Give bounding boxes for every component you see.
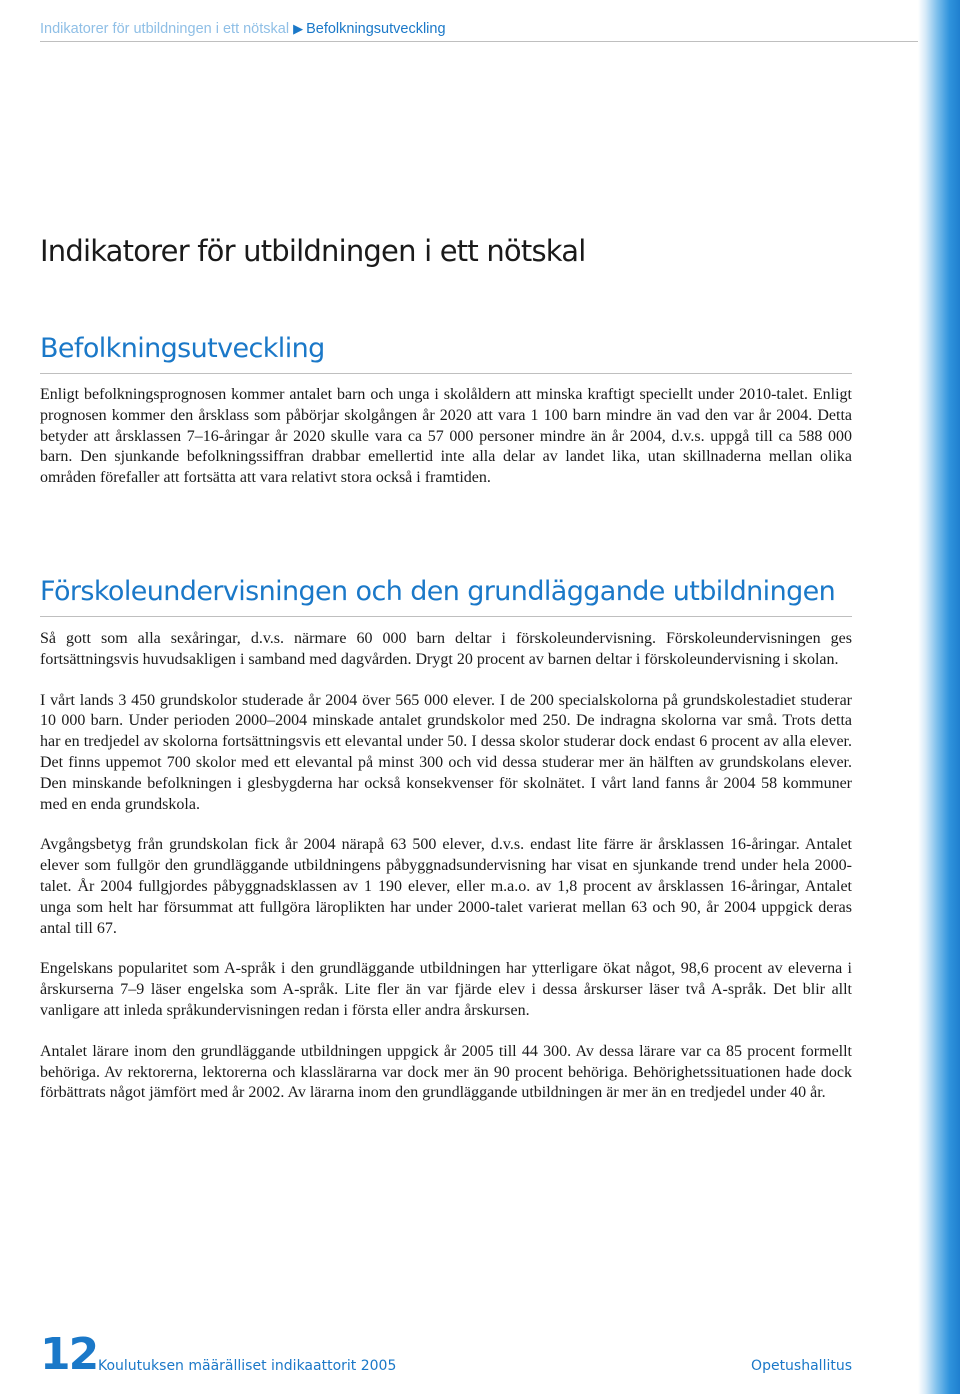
breadcrumb-current: Befolkningsutveckling xyxy=(306,21,446,37)
section-forskoleundervisningen xyxy=(40,573,852,1104)
section-heading: Förskoleundervisningen och den grundläggande utbildningen xyxy=(40,573,852,617)
breadcrumb-parent: Indikatorer för utbildningen i ett nötskal xyxy=(40,21,290,37)
body-paragraph: Engelskans popularitet som A-språk i den grundläggande utbildningen har ytterligare ökat något, 98,6 procent av eleverna i årskurserna 7–9 läser engelska som A-språk. Lite fler än var fjärde elev i dessa årskurser läser två A-språk. Det blir allt vanligare att inleda språkundervisningen redan i första eller andra årskursen. xyxy=(40,960,852,1019)
triangle-right-icon: ▶ xyxy=(293,21,304,36)
header-divider xyxy=(40,41,918,42)
decorative-side-bar xyxy=(918,0,960,1394)
page-title: Indikatorer för utbildningen i ett nötskal xyxy=(40,234,586,268)
section-heading: Befolkningsutveckling xyxy=(40,330,852,374)
body-paragraph: I vårt lands 3 450 grundskolor studerade år 2004 över 565 000 elever. I de 200 specialskolorna på grundskolestadiet studerar 10 000 barn. Under perioden 2000–2004 minskade antalet grundskolor med 250. De indragna skolorna var små. Trots detta har en tredjedel av skolorna fortsättningsvis ett elevantal under 50. I dessa skolor studerar dock endast 6 procent av alla elever. Det finns uppemot 700 skolor med ett elevantal på minst 300 och vid dessa studerar mer än hälften av grundskolans elever. Den minskande befolkningen i glesbygderna har också konsekvenser för skolnätet. I vårt land fanns år 2004 58 kommuner med en enda grundskola. xyxy=(40,691,852,813)
publisher-name: Opetushallitus xyxy=(751,1358,852,1374)
body-paragraph: Enligt befolkningsprognosen kommer antalet barn och unga i skolåldern att minska kraftigt speciellt under 2010-talet. Enligt prognosen kommer den årsklass som påbörjar skolgången år 2020 att vara 1 100 barn mindre än vad den var år 2004. Detta betyder att årsklassen 7–16-åringar år 2020 skulle vara ca 57 000 personer mindre än år 2004, d.v.s. uppgå till ca 588 000 barn. Den sjunkande befolkningssiffran drabbar emellertid inte alla delar av landet lika, utan skillnaderna mellan olika områden förefaller att fortsätta att vara relativt stora också i framtiden. xyxy=(40,386,852,487)
section-befolkningsutveckling xyxy=(40,330,852,489)
body-paragraph: Antalet lärare inom den grundläggande utbildningen uppgick år 2005 till 44 300. Av dessa lärare var ca 85 procent formellt behöriga. Av rektorerna, lektorerna och klasslärarna var dock mer än 90 procent behöriga. Behörighetssituationen hade dock förbättrats något jämfört med år 2002. Av lärarna inom den grundläggande utbildningen är mer än en tredjedel under 40 år. xyxy=(40,1042,852,1102)
breadcrumb xyxy=(40,21,446,37)
page-footer xyxy=(40,1330,852,1380)
page-number: 12 xyxy=(40,1329,98,1380)
body-paragraph: Avgångsbetyg från grundskolan fick år 2004 närapå 63 500 elever, d.v.s. endast lite färre är årsklassen 16-åringar. Antalet elever som fullgör den grundläggande utbildningens påbyggnadsundervisning har visat en sjunkande trend under hela 2000-talet. År 2004 fullgjordes påbyggnadsklassen av 1 190 elever, eller m.a.o. av 1,8 procent av årsklassen 16-åringar, Antalet unga som helt har försummat att fullgöra läroplikten har under 2000-talet varierat mellan 63 och 90, år 2004 uppgick deras antal till 67. xyxy=(40,836,852,937)
body-paragraph: Så gott som alla sexåringar, d.v.s. närmare 60 000 barn deltar i förskoleundervisning. Förskoleundervisningen ges fortsättningsvis huvudsakligen i samband med dagvården. Drygt 20 procent av barnen deltar i förskoleundervisning i skolan. xyxy=(40,630,852,668)
publication-title: Koulutuksen määrälliset indikaattorit 2005 xyxy=(98,1358,397,1374)
